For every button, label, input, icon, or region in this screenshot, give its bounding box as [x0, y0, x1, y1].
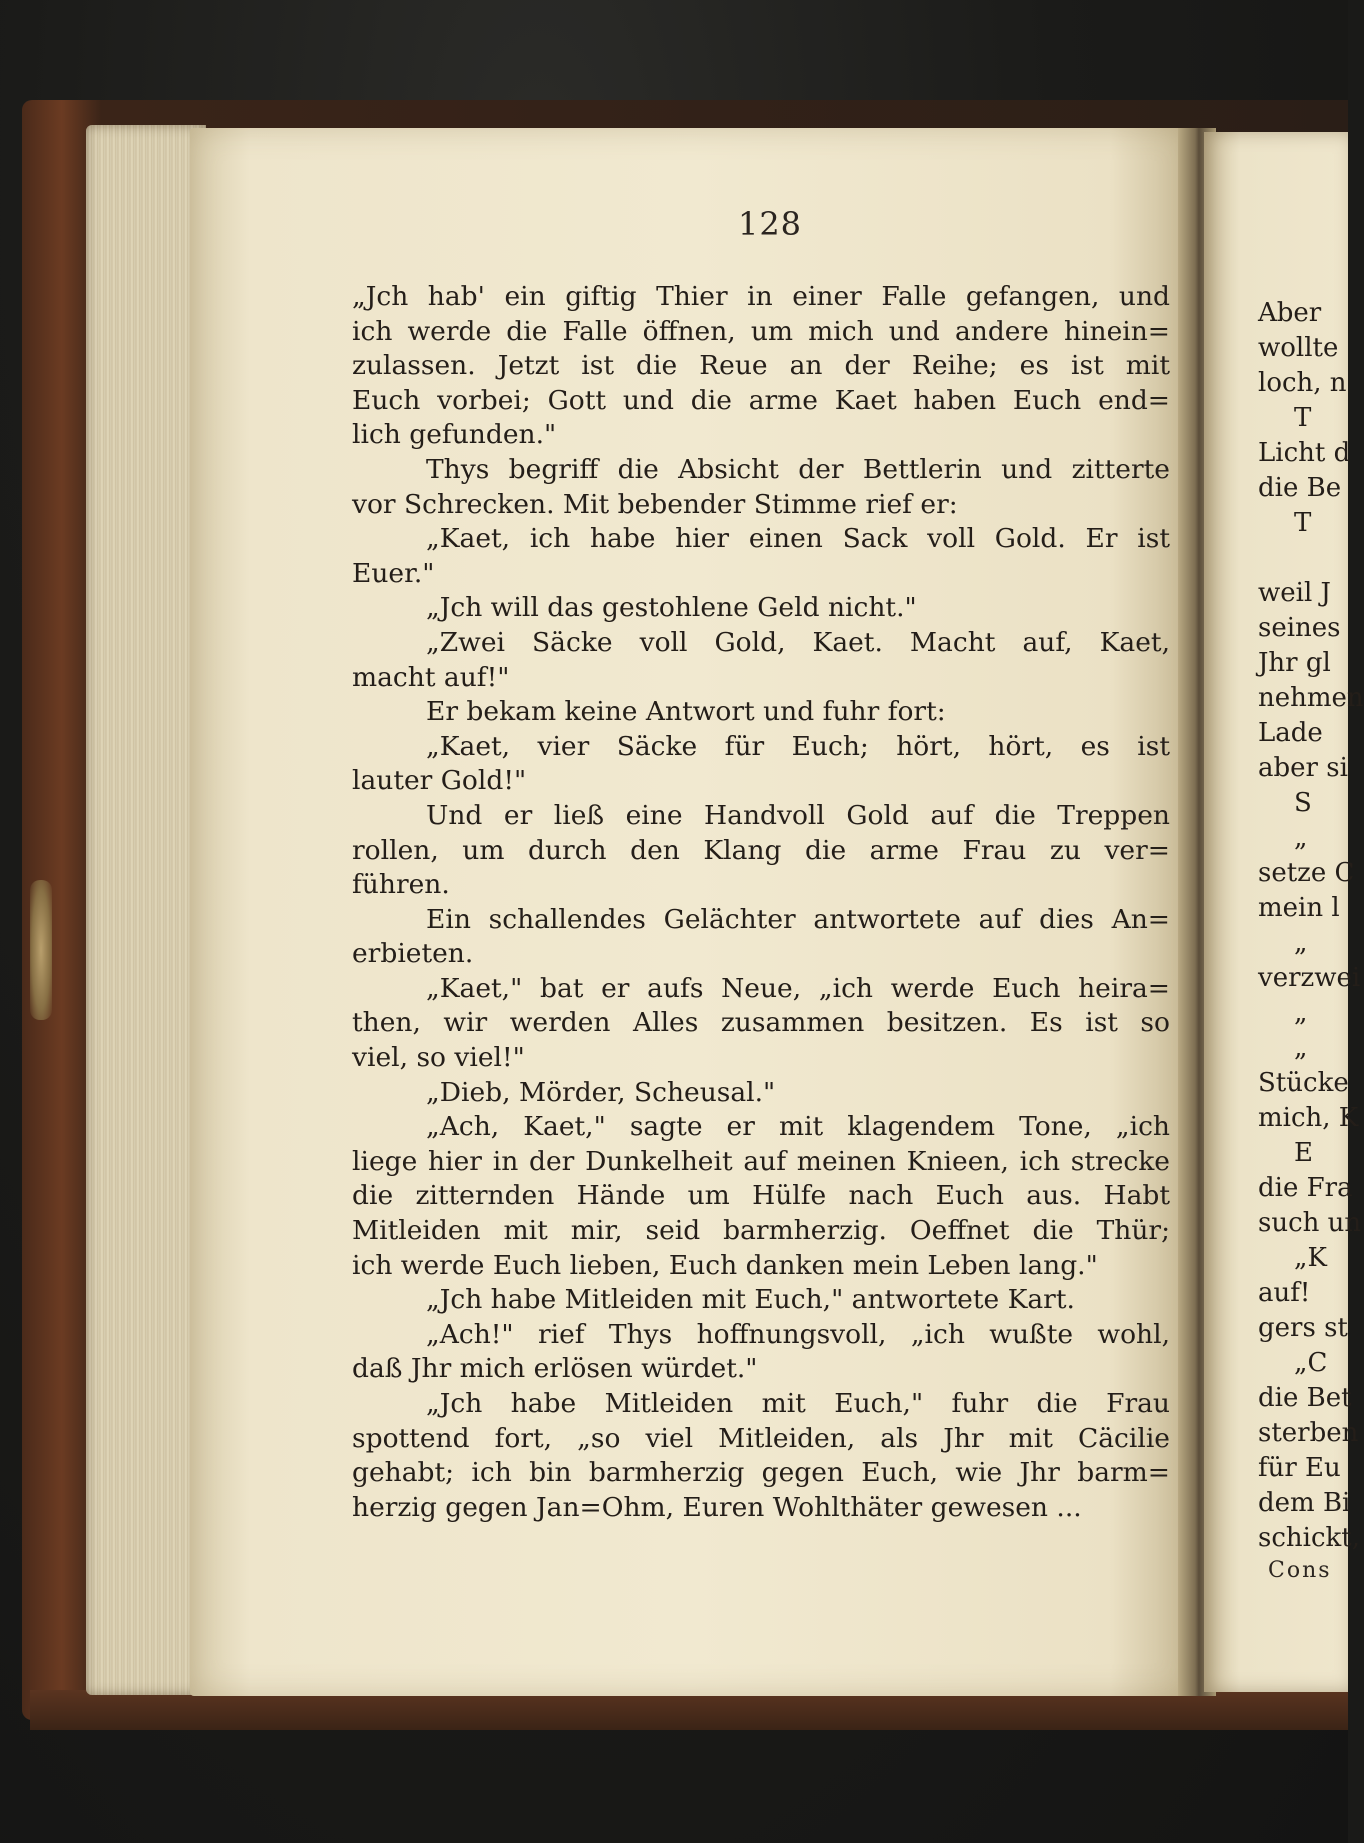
- right-text-line: für Eu: [1258, 1453, 1341, 1483]
- text-line: vor Schrecken. Mit bebender Stimme rief er:: [352, 488, 958, 520]
- right-text-line: die Be: [1258, 473, 1342, 503]
- right-text-line: „C: [1294, 1348, 1328, 1378]
- text-line: herzig gegen Jan=Ohm, Euren Wohlthäter gewesen ...: [352, 1491, 1082, 1523]
- text-line: ich werde Euch lieben, Euch danken mein Leben lang.": [352, 1249, 1098, 1281]
- text-line: liege hier in der Dunkelheit auf meinen Knieen, ich strecke: [352, 1145, 1170, 1177]
- right-text-line: mich, K: [1258, 1103, 1359, 1133]
- right-text-line: Lade: [1258, 718, 1323, 748]
- right-text-line: loch, n: [1258, 368, 1347, 398]
- right-text-line: „K: [1294, 1243, 1327, 1273]
- right-text-line: Licht d: [1258, 438, 1351, 468]
- text-line: Und er ließ eine Handvoll Gold auf die Treppen: [426, 799, 1170, 831]
- right-text-line: die Bet: [1258, 1383, 1352, 1413]
- right-text-line: „: [1294, 1033, 1308, 1063]
- right-text-line: auf!: [1258, 1278, 1311, 1308]
- text-line: then, wir werden Alles zusammen besitzen. Es ist so: [352, 1007, 1170, 1039]
- text-line: Euch vorbei; Gott und die arme Kaet haben Euch end=: [352, 384, 1170, 416]
- right-text-line: seines: [1258, 613, 1341, 643]
- text-line: „Kaet, vier Säcke für Euch; hört, hört, es ist: [426, 730, 1170, 762]
- text-line: viel, so viel!": [352, 1042, 525, 1074]
- text-line: „Ach, Kaet," sagte er mit klagendem Tone, „ich: [426, 1111, 1170, 1143]
- right-text-line: dem Bi: [1258, 1488, 1351, 1518]
- text-line: lauter Gold!": [352, 765, 527, 797]
- text-line: zulassen. Jetzt ist die Reue an der Reihe; es ist mit: [352, 350, 1170, 382]
- text-line: Euer.": [352, 557, 435, 589]
- text-line: „Jch hab' ein giftig Thier in einer Falle gefangen, und: [352, 281, 1170, 312]
- text-line: „Jch will das gestohlene Geld nicht.": [426, 592, 917, 624]
- right-text-line: „: [1294, 823, 1308, 853]
- right-text-line: mein l: [1258, 893, 1340, 923]
- text-line: erbieten.: [352, 938, 474, 970]
- right-text-line: setze C: [1258, 858, 1355, 888]
- right-text-line: verzwei: [1258, 963, 1361, 993]
- right-text-line: schickt,: [1258, 1523, 1360, 1553]
- text-line: „Kaet," bat er aufs Neue, „ich werde Euch heira=: [426, 972, 1170, 1004]
- page-number: 128: [737, 205, 803, 243]
- right-page-footer-catchword: Cons: [1268, 1558, 1332, 1583]
- text-line: lich gefunden.": [352, 419, 557, 451]
- text-line: führen.: [352, 869, 450, 901]
- right-text-line: E: [1294, 1138, 1313, 1168]
- right-text-line: Aber: [1258, 298, 1322, 328]
- right-text-line: gers st: [1258, 1313, 1348, 1343]
- text-line: „Dieb, Mörder, Scheusal.": [426, 1076, 776, 1108]
- right-text-line: „: [1294, 998, 1308, 1028]
- right-text-line: sterben: [1258, 1418, 1359, 1448]
- text-line: „Ach!" rief Thys hoffnungsvoll, „ich wußte wohl,: [426, 1318, 1170, 1350]
- right-text-line: Jhr gl: [1258, 648, 1331, 678]
- right-text-line: nehmen: [1258, 683, 1364, 713]
- text-line: Mitleiden mit mir, seid barmherzig. Oeffnet die Thür;: [352, 1215, 1170, 1247]
- text-line: „Kaet, ich habe hier einen Sack voll Gold. Er ist: [426, 523, 1170, 555]
- right-text-line: wollte: [1258, 333, 1339, 363]
- right-text-line: [1258, 541, 1350, 576]
- cover-worn-spot: [30, 880, 52, 1020]
- text-line: daß Jhr mich erlösen würdet.": [352, 1353, 758, 1385]
- right-text-line: die Fra: [1258, 1173, 1353, 1203]
- left-page-text: [352, 280, 1170, 1525]
- text-line: „Jch habe Mitleiden mit Euch," fuhr die Frau: [426, 1388, 1170, 1419]
- page-block-edges: [86, 125, 206, 1695]
- text-line: rollen, um durch den Klang die arme Frau zu ver=: [352, 834, 1170, 866]
- text-line: ich werde die Falle öffnen, um mich und andere hinein=: [352, 315, 1170, 347]
- text-line: die zitternden Hände um Hülfe nach Euch aus. Habt: [352, 1180, 1170, 1212]
- text-line: gehabt; ich bin barmherzig gegen Euch, wie Jhr barm=: [352, 1457, 1170, 1489]
- right-text-line: T: [1294, 403, 1312, 433]
- right-text-line: „: [1294, 928, 1308, 958]
- text-line: Thys begriff die Absicht der Bettlerin und zitterte: [426, 453, 1170, 485]
- text-line: macht auf!": [352, 661, 510, 693]
- right-text-line: S: [1294, 788, 1312, 818]
- book-cover-bottom-edge: [30, 1690, 1348, 1730]
- text-line: spottend fort, „so viel Mitleiden, als Jhr mit Cäcilie: [352, 1422, 1170, 1454]
- right-text-line: aber si: [1258, 753, 1348, 783]
- right-page-text: [1258, 296, 1364, 1556]
- right-text-line: Stücke: [1258, 1068, 1349, 1098]
- right-text-line: weil J: [1258, 578, 1331, 608]
- text-line: Er bekam keine Antwort und fuhr fort:: [426, 696, 946, 728]
- right-text-line: such un: [1258, 1208, 1362, 1238]
- text-line: „Jch habe Mitleiden mit Euch," antwortete Kart.: [426, 1284, 1075, 1316]
- text-line: „Zwei Säcke voll Gold, Kaet. Macht auf, Kaet,: [426, 626, 1170, 658]
- right-text-line: T: [1294, 508, 1312, 538]
- text-line: Ein schallendes Gelächter antwortete auf dies An=: [426, 903, 1170, 935]
